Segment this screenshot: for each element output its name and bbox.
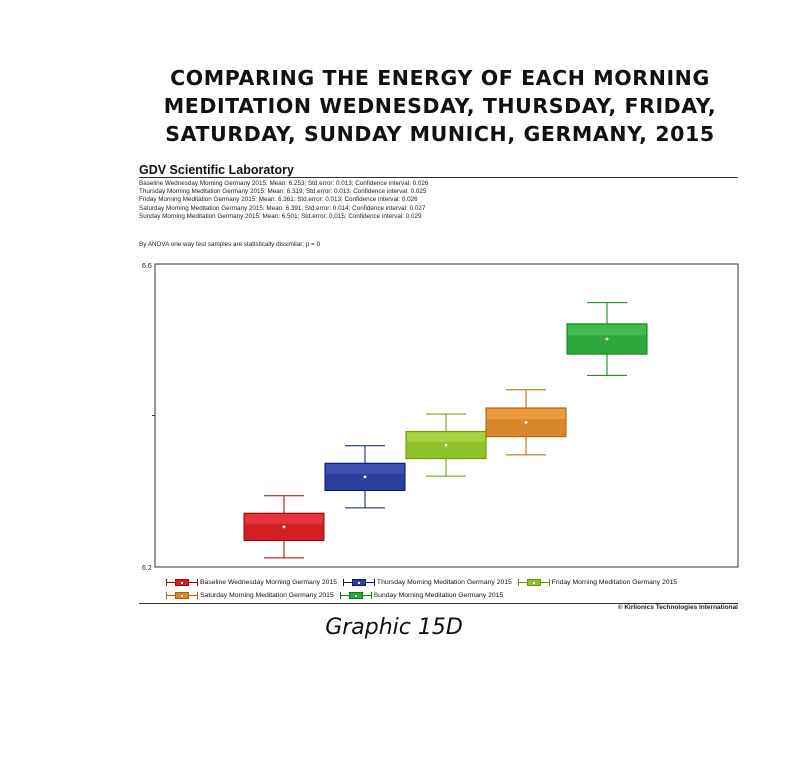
legend-swatch — [340, 591, 372, 600]
legend-row — [166, 578, 681, 589]
legend-row — [166, 591, 507, 602]
legend-label: Sunday Morning Meditation Germany 2015 — [373, 592, 504, 599]
legend-item — [518, 578, 677, 587]
stats-line: Thursday Morning Meditation Germany 2015: Mean: 6.319; Std.error: 0.013; Confidence interval: 0.025 — [139, 188, 427, 196]
legend-mean-dot — [358, 582, 360, 584]
legend-label: Thursday Morning Meditation Germany 2015 — [376, 579, 512, 586]
legend-label: Friday Morning Meditation Germany 2015 — [551, 579, 678, 586]
legend-swatch — [343, 578, 375, 587]
legend-mean-dot — [181, 595, 183, 597]
stats-line: Sunday Morning Meditation Germany 2015: Mean: 6.501; Std.error: 0.015; Confidence interval: 0.029 — [139, 212, 422, 220]
stats-line: Friday Morning Meditation Germany 2015: Mean: 6.361; Std.error: 0.013; Confidence interval: 0.026 — [139, 196, 418, 204]
box-highlight — [245, 514, 323, 524]
legend-label: Baseline Wednesday Morning Germany 2015 — [200, 579, 338, 586]
legend-whisker-cap — [166, 592, 167, 599]
legend-whisker-cap — [549, 579, 550, 586]
legend-swatch — [518, 578, 550, 587]
legend-whisker-cap — [166, 579, 167, 586]
legend-mean-dot — [355, 595, 357, 597]
legend-label: Saturday Morning Meditation Germany 2015 — [200, 592, 334, 599]
legend-item — [166, 578, 337, 587]
box-highlight — [326, 464, 404, 474]
box-highlight — [487, 409, 565, 419]
copyright-text: © Kirlionics Technologies International — [617, 604, 738, 611]
title-line-2: MEDITATION WEDNESDAY, THURSDAY, FRIDAY, — [163, 94, 717, 118]
box-highlight — [407, 432, 485, 442]
legend-whisker-cap — [374, 579, 375, 586]
y-tick-label-top: 6.6 — [142, 263, 152, 270]
legend-swatch — [166, 578, 198, 587]
stats-line: Saturday Morning Meditation Germany 2015: Mean: 6.391; Std.error: 0.014; Confidence interval: 0.027 — [139, 204, 426, 212]
legend-whisker-cap — [371, 592, 372, 599]
legend-whisker-cap — [340, 592, 341, 599]
box-highlight — [568, 325, 646, 336]
box-group — [244, 303, 647, 558]
legend-whisker-cap — [518, 579, 519, 586]
lab-name: GDV Scientific Laboratory — [139, 163, 294, 177]
stats-line: Baseline Wednesday Morning Germany 2015: Mean: 6.253; Std.error: 0.013; Confidence interval: 0.026 — [139, 180, 429, 187]
legend-swatch — [166, 591, 198, 600]
figure-caption: Graphic 15D — [325, 615, 463, 640]
legend-whisker-cap — [197, 579, 198, 586]
legend-whisker-cap — [343, 579, 344, 586]
mean-marker — [283, 525, 286, 528]
legend-whisker-cap — [197, 592, 198, 599]
mean-marker — [445, 444, 448, 447]
legend-item — [166, 591, 334, 600]
legend-item — [340, 591, 504, 600]
mean-marker — [525, 421, 528, 424]
anova-note: By ANOVA one way test samples are statistically dissimilar; p = 0 — [139, 241, 320, 248]
legend-mean-dot — [533, 582, 535, 584]
legend-mean-dot — [181, 582, 183, 584]
y-tick-label-bottom: 6.2 — [142, 565, 152, 572]
legend-item — [343, 578, 512, 587]
title-line-1: COMPARING THE ENERGY OF EACH MORNING — [170, 66, 710, 90]
title-line-3: SATURDAY, SUNDAY MUNICH, GERMANY, 2015 — [165, 122, 715, 146]
mean-marker — [606, 338, 609, 341]
mean-marker — [364, 475, 367, 478]
